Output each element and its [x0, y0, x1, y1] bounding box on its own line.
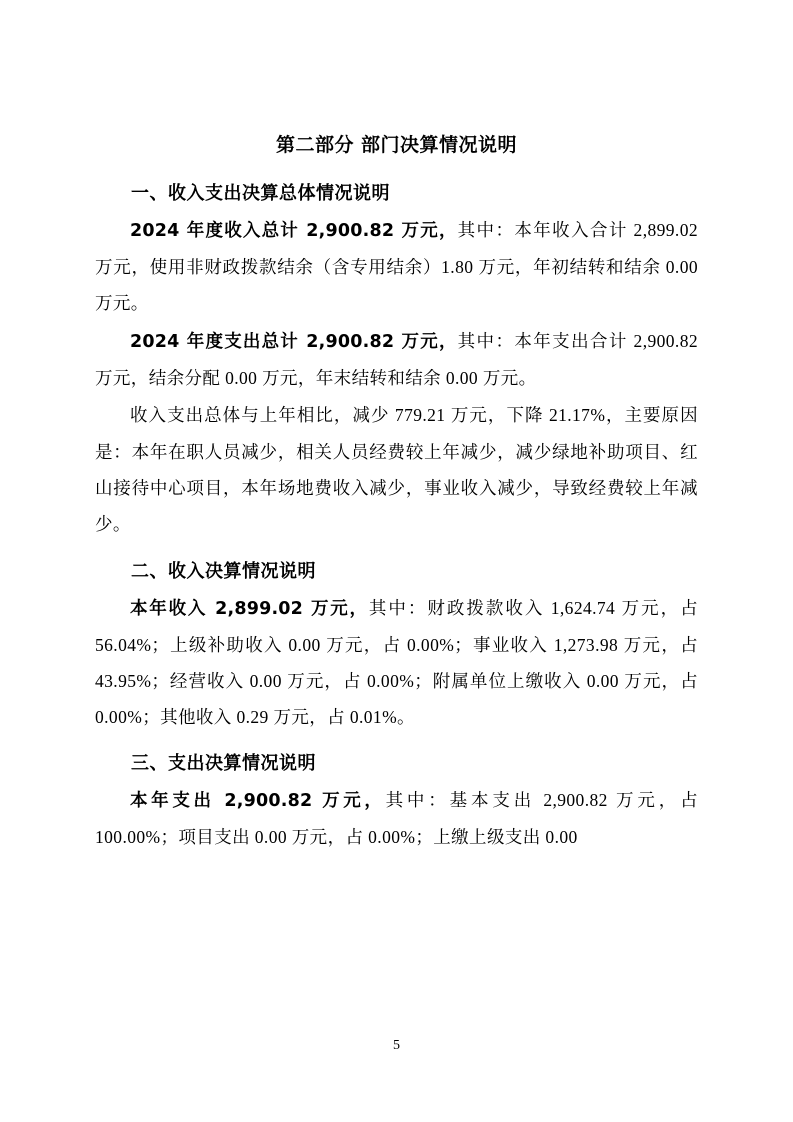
paragraph-lead: 2024 年度收入总计 2,900.82 万元， [130, 221, 458, 241]
section-heading-1: 一、收入支出决算总体情况说明 [131, 183, 390, 204]
page-number: 5 [393, 1038, 400, 1053]
section-heading-2: 二、收入决算情况说明 [131, 560, 316, 582]
paragraph-3-1 [95, 783, 698, 856]
paragraph-1-1 [95, 213, 698, 322]
section-heading-3: 三、支出决算情况说明 [131, 753, 316, 775]
paragraph-2-1 [95, 591, 698, 736]
paragraph-lead: 本年收入 2,899.02 万元， [130, 598, 369, 619]
paragraph-lead: 本年支出 2,900.82 万元， [130, 791, 386, 812]
paragraph-text: 其中：基本支出 2,900.82 万元，占 100.00%；项目支出 0.00 万元，占 0.00%；上缴上级支出 0.00 [95, 790, 698, 848]
paragraph-text: 其中：财政拨款收入 1,624.74 万元，占 56.04%；上级补助收入 0.00 万元，占 0.00%；事业收入 1,273.98 万元，占 43.95%；经营收入 0.00 万元，占 0.00%；附属单位上缴收入 0.00 万元，占 0.00%；其他收入 0.29 万元，占 0.01%。 [95, 597, 698, 727]
paragraph-1-2 [95, 324, 698, 397]
paragraph-1-3 [95, 398, 698, 543]
paragraph-text: 其中：本年收入合计 2,899.02 万元，使用非财政拨款结余（含专用结余）1.80 万元，年初结转和结余 0.00 万元。 [95, 220, 698, 313]
page-title: 第二部分 部门决算情况说明 [275, 134, 518, 156]
paragraph-text: 收入支出总体与上年相比，减少 779.21 万元，下降 21.17%，主要原因是：本年在职人员减少，相关人员经费较上年减少，减少绿地补助项目、红山接待中心项目，本年场地费收入减少，事业收入减少，导致经费较上年减少。 [95, 405, 698, 534]
paragraph-text: 其中：本年支出合计 2,900.82 万元，结余分配 0.00 万元，年末结转和结余 0.00 万元。 [95, 330, 698, 388]
paragraph-lead: 2024 年度支出总计 2,900.82 万元， [130, 331, 458, 352]
